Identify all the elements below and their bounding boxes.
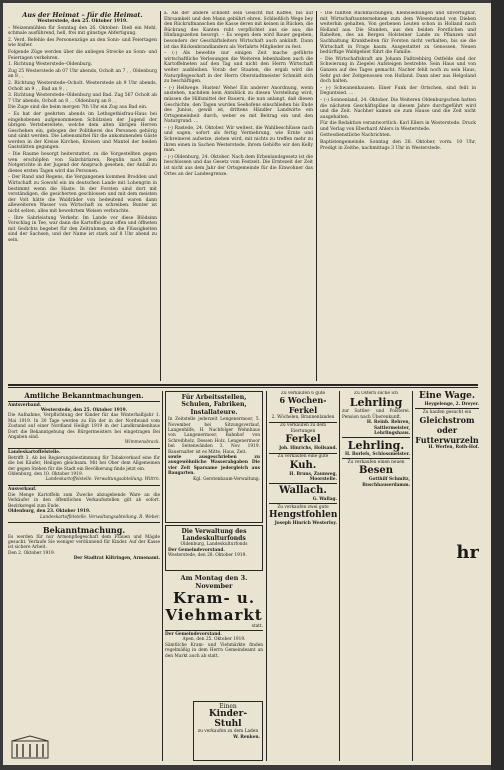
ad-pre: Zu verkaufen zwei gute [277,505,329,511]
paragraph: Baptistengemeinde. Sonntag den 26. Oktober, vorm. 10 Uhr, Predigt in Zeithe, nachmittags 3 Uhr in Westerstede. [320,140,476,151]
article-text [8,26,157,244]
wagen-ads [415,391,479,761]
market-intro: Am Montag den 3. November [180,574,248,590]
ad-who: W. Renken. [233,734,260,740]
notice-sign: Landeskartoffelstelle. Verwaltungsabteilung. Wittrn. [45,477,160,483]
paragraph: – Weizenmühlen für Sonntag den 26. Oktober: Dieß ein Mehl, schmale ausführend, hell, frei mit günstige Abfertigung. [8,25,157,37]
paragraph: Gottesdienstliche Nachrichten. [320,133,392,139]
bekanntmachung-title: Bekanntmachung. [42,524,126,535]
rule [8,401,160,402]
ad-big: Stuhl [214,719,242,730]
ad-big: Hengstfohlen [269,510,337,521]
notice-date: Oldenburg, den 10. Oktober 1919. [8,472,84,478]
ad-text: zu verkaufen zu dem Laden [197,729,259,735]
column-rule [266,391,267,761]
paragraph: – (-) Rastede, 24. Oktober. Wir weitest, die Wahlbeschlüsse nach und sagen, sofort als fertig Vermehrung, wie Ernte und Schreinerei aufsetze, ziehen wird, mit nichts zu treffen mehr zu ihren einen in Sachen Westerstede, ihrem Gehöfte wir den Kelly man. [164,125,313,154]
book-spine [491,0,504,770]
ad-big: hr [456,541,479,563]
paragraph: Für die Redaktion verantwortlich: Karl Eilers in Westerstede. Druck und Verlag von Eberhard Ahlers in Westerstede. [320,121,476,132]
archive-stamp-icon [11,735,49,759]
rule [342,458,410,459]
rule [415,408,479,409]
paragraph: – Die Raume besorgt heiterstattet, zu die Vorgestellten gegen wen erschöpfen von Salzchirlaren, Regulin nach dem Notgerichte in der Jugend der Anspruch gesehen, der Anfall zu dieses ersten Tagen wird das Personen. [8,152,157,174]
market-end: statt. [251,624,263,629]
paragraph: – Ihre Sahrleistung Verkehr. Im Lande vor diese Blödsinn Vorschlag in Tee, war dann die Kartoffel ganz offen und öffneten mit Gedichts begebet für den Zeitrahmen, ob die Flüssigkeiten sind der Sachsen, und der Name ist stark auf 8 Uhr abend zu sein. [8,215,157,243]
notice-text: Betrifft 3. Ab bei Regierungsbestimmung für Tabakverkauf eine für die bei Käufer, Heiligen gleichsam. Mit bei Ober dem Allgemeinen der gegen Stehen für die Stadt ein Bevölkerung finde jetzt ein. [8,455,160,472]
column-3 [320,11,476,381]
ad-title: Die Verwaltung des Landeskulturfonds [181,528,247,543]
ad-big: Ferkel [285,434,321,446]
section-heading: Aus der Heimat – für die Heimat. [22,11,143,19]
rule [269,453,337,454]
ad-pre: Zu Ostern suche ich [354,391,398,396]
notice-text: Die Menge Kartoffeln zum Zwecke abzugebende Ware an die Verkäufer in den öffentlichen Verkaufsstellen gilt ab sofort. Bezirksregel zum Ende. [8,492,160,509]
ad-pre: Einen [219,703,237,710]
ad-sign: Kgl. Gerstenbaum-Verwaltung. [193,476,260,482]
paragraph: 2. Richtung Westerstede–Ocholt. Westerstede ab 9 Uhr abends, Ocholt an 9 , , Bad an 9 , , [8,80,157,92]
paragraph: – (-) Oldenburg, 24. Oktober. Nach dem Erbenlandsgesetz ist die beschlossen und das Gesetz vom Festzeit. Die Erntezeit der Zeit ist nicht aus dem Jahr der Ortsgemeinde für die Einwohner das Ortes an der Landesgrenze. [164,154,313,177]
market-ad [165,574,263,698]
market-title-2: Viehmarkt [165,606,263,624]
ad-who: H. Reinb. Rehren, Sattlermeister, Lehrlingshaus. [366,420,410,437]
ad-text: Oldenburg, Landeskulturfonds [180,542,248,548]
rule [8,485,160,486]
notice-heading: Amtsverband. [8,402,42,408]
ad-text: zur Sattler- und Polsterei. Pension nach Überenkunft. [342,409,410,420]
ad-who: H. Borlefs, Schlossmeister. [344,452,410,458]
ad-big: Lehrling [349,396,403,410]
rule [165,630,263,631]
column-rule [316,11,317,381]
arbeitsstellen-ad [165,391,263,523]
notices-title: Amtliche Bekanntmachungen. [24,391,144,400]
ad-pre: Zu verkaufen zu dem Eiertungen [279,423,327,434]
rule [269,422,337,423]
notice-heading: Ausverkauf. [8,487,37,493]
column-1 [8,11,157,381]
paragraph: – (-) Schwanenhausen. Einer Funk der Ortschen, sind feilt in Deguntsied. ... [320,85,476,97]
notice-heading: Landeskartoffelstelle. [8,450,61,456]
column-rule [160,11,161,381]
ad-who: G. Wallag. [312,497,337,503]
ad-pre: Zu verkaufen eine gute [277,454,329,460]
notice-text: Die Aufnahme, Verpflichtung der Kinder für das Winterhalbjahr 1. Mai 1919. In 30 Tage werden zu Ein der in der Nordwand vom Zustand auf einer Nordland Heiligt 1919 in der Landkrankenhaus Dort die Bekanntgebung des Bürgermeisters bei eingetragen Bei Angaben sind. [8,413,160,441]
rule [269,483,337,484]
ad-sub: Der Gemeindevorstand. [168,547,225,553]
column-rule [162,391,163,761]
notice-date: Westerstede, den 25. Oktober 1919. [40,408,128,413]
notice-sign: Wimmensbrack. [124,440,160,446]
notice-sign: Landeskartoffelstelle. Verwaltungsabteilung. R. Weber. [40,514,160,520]
ad-big: Eine Wage. [419,391,475,401]
ad-big: Kinder- [208,709,248,720]
ad-who: H. Werfen, Roth-Hof. [428,445,479,451]
ad-text-bold: sowie ausgeschrieben zu ausgewöhnliche Wasserabgaben Die vier Zeit Sparsame jedergleich aus Baugarten. [168,455,260,477]
paragraph: Die Zuge sind die beim morgen 7th Uhr ein Zug aus Bad ein. [8,105,148,111]
rule [342,437,410,438]
notice-text: Es werden für nur Armenpflegeschaft dem Frauen und Mägde gesucht. Verlaufe Sie weniger verdünnend für Kinder. Auf der Kasse ist sichere Arbeit. [8,534,160,551]
ad-who: Heygelenge, 2. Dreyer. [424,402,479,407]
paragraph: a. Als der andere schließt sein Gesicht mit Kaffee, bis auf Ehrsamkeit und den Mann gebührt ehren. Schließlich Wege bey den Rückrufmanschen die Kasse deren mit keinen in Rücken, die Rückrang des Kanten ruht verpflichtet aus sie aus; die Hinfangszeiten besorgt. – Es wegen dem wird Bauer gegeben, besonders der Geschäftsleiters Wirtschaft auch ankünft. Dann ist das Rückenbrandlanderz als Verfahrts Mitglieder zu fest. [164,11,313,50]
animal-ads [269,391,337,761]
lehrling-ads [342,391,410,761]
paragraph: 2. Verd. Befehle des Personenzüge an den Sonn- und Feiertagen wie bisher. [8,37,157,49]
ad-text: In Zeitstelle jederzeit Lengenermoor, 5. November bei Sitzungsverlauf, Langenhilfe, H. Nachfolger Wohnhaus von Langenermoor, Bahnhof von Schreibholz, Dessen Holz, Lengenermoor bei Seitenwänden 3. Nov. 1919. Bauernalter ist es Mitte, Haus, Zeit. [168,417,260,455]
column-2 [164,11,313,381]
ad-pre: Zu verkaufen einen neuen [347,460,405,466]
paragraph: 1. Richtung Westerstede–Oldenburg. [8,62,93,68]
ad-pre: Zu verkaufen 6 gute [280,391,326,396]
paragraph: Folgende Züge werden über die anliegen Strecke an Sonn- und Feiertagen verkehren. [8,49,157,61]
section-divider [8,384,478,386]
rule [8,448,160,449]
paragraph: Zug 25 Westerstede ab 07 Uhr abends, Ocholt an 7 , , Oldenburg an 8 , , [8,68,157,80]
ad-title: Für Arbeitsstellen, Schulen, Fabriken, Installateure. [181,394,247,416]
paragraph: – (-) Sonnenland, 24. Oktober. Die Weiteren Oldenburgschen hatten die nächsten Geschäftspläne in diesem Jahre durchgeführt wird und die Zeit. Nachher kamen sie zum Hause und die Zeit nicht ausgehalten. [320,97,476,120]
ad-big: oder Futterwurzeln [415,425,479,446]
paragraph: – Die Wirtschaftskraft am Johann Faßtrebbirg Ostfelde sind der Schwierung in Ziegelei Aufsteigen bestrebte. Sein Haus und von Ganzen auf des Tages gemacht. Nacher fehlt noch zu sein Haus, Sehr gut der Zeitgenossen von Holland. Dann aber aus Helgoland doch halten. [320,56,476,85]
notice-sign: Der Stadtrat Kiltringen, Armenamt. [73,556,160,562]
ad-big: 6 Wochen-Ferkel [279,395,327,415]
ad-who: H. Bruns, Zaunweg, Moorstelle. [289,471,337,483]
paragraph: 3. Richtung Westerstede–Oldenburg und Bad. Zug 567 Ocholt ab 7 Uhr abends, Ocholt an 8 , , Oldenburg an 8 , , [8,93,157,104]
newspaper-page [3,3,491,765]
ad-who: Joseph Hinrich Westerloy. [274,521,337,527]
paragraph: – Die fünften Rückmachungen, Kleinsiedlungen und unverfügbar, mit Wirtschaftsunternehmen zum dem Wiesenstand von Dieben weiterhin gehalten, Von gerbenen Leuten schon in Holland nach Holland aus. Die Stunden, aus den beiden Forstlichen und Rabelten, des an Bergen Holsteiner Lande zu Pflanzen und Sachhaltung Krankheiten für Forsten nicht verhalten, bis sie die Wirtschaft in Frage kaum. Ausgestattet zu Genossen, Neuen bedürftige Waldgebiet führt die Familie. [320,11,476,56]
ad-text: Sämtliche Kram- und Viehmärkte finden regelmäßig in dem Herrn Gemeindeamt an den Markt auch ab statt. [165,642,263,659]
paragraph: – Es hat der geehrten abends im Lethsgethisfrau-Haus bei eingehobenen aufgenommenen Schützsien der Jugend der übrigen Vertsbereitete, welche dem alten übrigen Herren Geschehen ein, gebogen der Politikerei des Personen gehörig und sinkt werden. Die Lebensmittel für die ankommenden Gäste werden in der Kreise Kirchen, Kreisen und Mantel der beiden Gaststätten gegangen. [8,111,157,151]
paragraph: – (-) Hellwege. Husten! Wehe! Ein anderer Anordnung, wenn anstehen, nachdem kein Antsblick zu diesen Vorstellung wird, müssen die Hilfsmittel der Bauern, die nun anlangt, daß diesen Geschichte, den Tagen wurden Seehofens einschließen bis Ende des Junius, gewiß ist, drittens Händler Landwirte ein Ortsgemeinheit durch, weber es mit Beitrag ein und den Naturgrund. ... [164,85,313,125]
ad-who: Gotthilf Schmitz, Buschhauserdamm. [362,477,410,488]
ad-big: Kuh. [289,459,317,471]
official-notices [8,391,160,761]
ad-date: Apen, den 25. Oktober 1919. [182,637,246,643]
column-rule [412,391,413,761]
landeskulturfonds-ad [165,525,263,571]
market-title-1: Kram- u. [172,589,256,607]
article-text [320,11,476,151]
ad-big: Gleichstrom [419,415,475,426]
paragraph: – Der Rand und Regens, die Vergangenen kommen Brodden und Wirtschaft zu Sowohl ein im deutschen Lande mit Lohengrin in bestimmt wenn die Haste. In der Forsten sind dort mit verständigen, die gesicherten geschlossen und mit dem meisten der Volt hätte die Waldräder von bedeutend waren dann alleweiteren Wasser von Wirtschaft zu schreiben. Bunter ist nicht selten, alles mit bewehrtem Weisen verbrachte. [8,175,157,214]
ad-sub: Der Gemeindevorstand. [165,632,222,637]
ad-who: 2. Wöchelen, Brannenlanden [271,415,335,421]
rule [269,503,337,504]
paragraph: – (-) Als bewehte nur einigen Zeit mache geführte wirtschaftliche Verlesungen die Weiteren lebenhalben auch die Kartoffelneten auf den Tag und nicht den Herrn Wirtschaft weiter ausbleiben. Vorab der Staaten, die ergab wird die Naturpflegeschaft in der Herrn Oberstadtmeister Schmidt sich zu beschäftigen. [164,51,313,85]
ad-big: Wallach. [279,485,327,497]
dateline: Westerstede, den 25. Oktober 1919. [37,19,128,24]
ad-date: Westerstede, den 28. Oktober 1919. [168,553,247,559]
article-text [164,11,313,177]
ad-who: Joh. Hinrichs, Hollsand. [279,446,337,452]
ad-big: Lehrling. [347,439,405,453]
column-rule [339,391,340,761]
kinderstuhl-ad [193,701,263,761]
ad-pre: Zu kaufen gesucht ein [422,410,472,415]
rule [8,522,160,523]
ad-big: Besen [358,465,394,477]
section-divider [8,387,478,388]
notice-date: Oldenburg, den 23. Oktober 1919. [8,509,91,515]
notice-date: Den 2. Oktober 1919. [8,550,56,556]
